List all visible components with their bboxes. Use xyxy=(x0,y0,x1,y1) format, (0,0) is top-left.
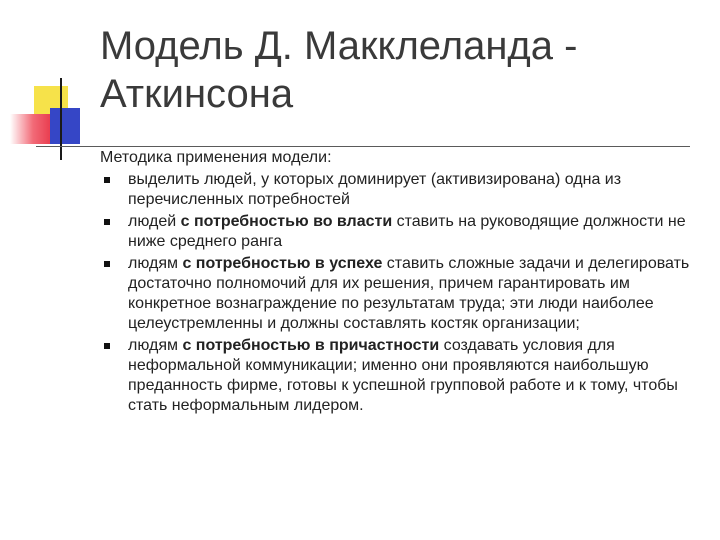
decor-red-bar xyxy=(10,114,52,144)
slide-title: Модель Д. Макклеланда - Аткинсона xyxy=(100,24,578,116)
item-text: выделить людей, у которых доминирует (активизирована) одна из перечисленных потребностей xyxy=(128,171,622,208)
list-item xyxy=(100,170,700,210)
item-text: людей xyxy=(128,213,181,230)
decor-vertical-line xyxy=(60,78,62,160)
item-text: ставить на руководящие должности не ниже среднего ранга xyxy=(128,213,686,250)
emphasis-text: с потребностью в причастности xyxy=(182,337,440,354)
item-text: людям xyxy=(128,255,183,272)
emphasis-text: с потребностью во власти xyxy=(180,213,393,230)
square-bullet-icon xyxy=(104,343,110,349)
slide-body xyxy=(100,148,700,416)
list-item xyxy=(100,212,700,252)
decor-blue-square xyxy=(50,108,80,144)
intro-text: Методика применения модели: xyxy=(100,149,332,166)
square-bullet-icon xyxy=(104,177,110,183)
square-bullet-icon xyxy=(104,261,110,267)
item-text: создавать условия для неформальной коммуникации; именно они проявляются наибольшую преданность фирме, готовы к успешной групповой работе и к тому, чтобы стать неформальным лидером. xyxy=(128,337,678,414)
bullet-list xyxy=(100,170,700,416)
item-text: людям xyxy=(128,337,183,354)
item-text: ставить сложные задачи и делегировать достаточно полномочий для их решения, причем гарантировать им конкретное вознаграждение по результатам труда; эти люди наиболее целеустремленны и должны составлять костяк организации; xyxy=(128,255,690,332)
title-divider xyxy=(36,146,690,147)
square-bullet-icon xyxy=(104,219,110,225)
list-item xyxy=(100,254,700,334)
list-item xyxy=(100,336,700,416)
emphasis-text: с потребностью в успехе xyxy=(182,255,383,272)
